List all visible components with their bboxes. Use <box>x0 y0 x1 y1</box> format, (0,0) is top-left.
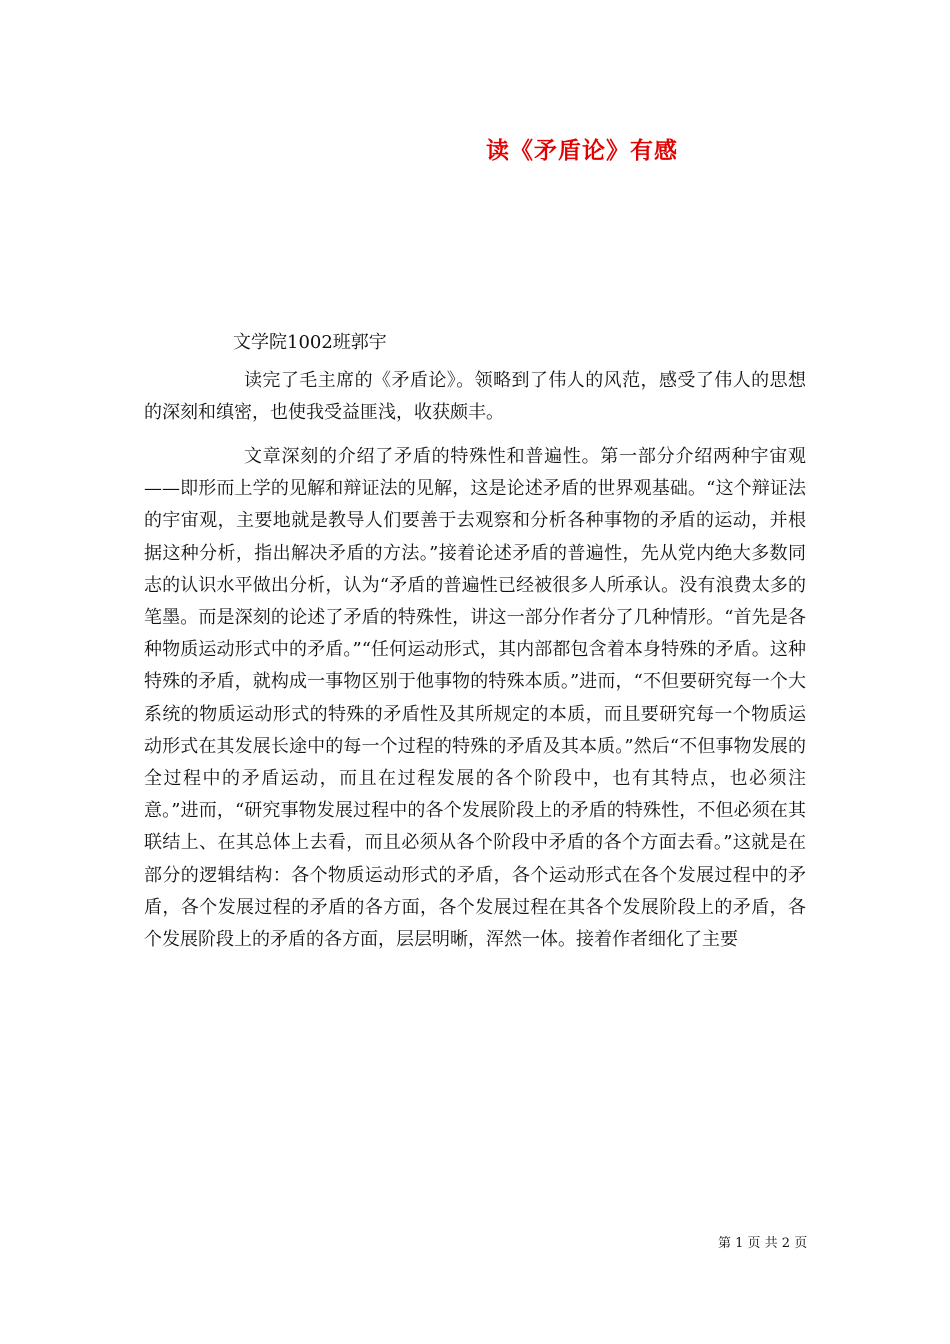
document-title: 读《矛盾论》有感 <box>486 137 678 164</box>
paragraph-2: 文章深刻的介绍了矛盾的特殊性和普遍性。第一部分介绍两种宇宙观——即形而上学的见解和辩证法的见解，这是论述矛盾的世界观基础。“这个辩证法的宇宙观，主要地就是教导人们要善于去观察和分析各种事物的矛盾的运动，并根据这种分析，指出解决矛盾的方法。”接着论述矛盾的普遍性，先从党内绝大多数同志的认识水平做出分析，认为“矛盾的普遍性已经被很多人所承认。没有浪费太多的笔墨。而是深刻的论述了矛盾的特殊性，讲这一部分作者分了几种情形。“首先是各种物质运动形式中的矛盾。”“任何运动形式，其内部都包含着本身特殊的矛盾。这种特殊的矛盾，就构成一事物区别于他事物的特殊本质。”进而，“不但要研究每一个大系统的物质运动形式的特殊的矛盾性及其所规定的本质，而且要研究每一个物质运动形式在其发展长途中的每一个过程的特殊的矛盾及其本质。”然后“不但事物发展的全过程中的矛盾运动，而且在过程发展的各个阶段中，也有其特点，也必须注意。”进而，“研究事物发展过程中的各个发展阶段上的矛盾的特殊性，不但必须在其联结上、在其总体上去看，而且必须从各个阶段中矛盾的各个方面去看。”这就是在部分的逻辑结构：各个物质运动形式的矛盾，各个运动形式在各个发展过程中的矛盾，各个发展过程的矛盾的各方面，各个发展过程在其各个发展阶段上的矛盾，各个发展阶段上的矛盾的各方面，层层明晰，浑然一体。接着作者细化了主要 <box>144 446 806 951</box>
page-footer: 第 1 页 共 2 页 <box>718 1236 808 1251</box>
paragraph-1: 读完了毛主席的《矛盾论》。领略到了伟人的风范，感受了伟人的思想的深刻和缜密，也使我受益匪浅，收获颇丰。 <box>144 370 806 424</box>
author-line: 文学院1002班郭宇 <box>233 332 387 353</box>
